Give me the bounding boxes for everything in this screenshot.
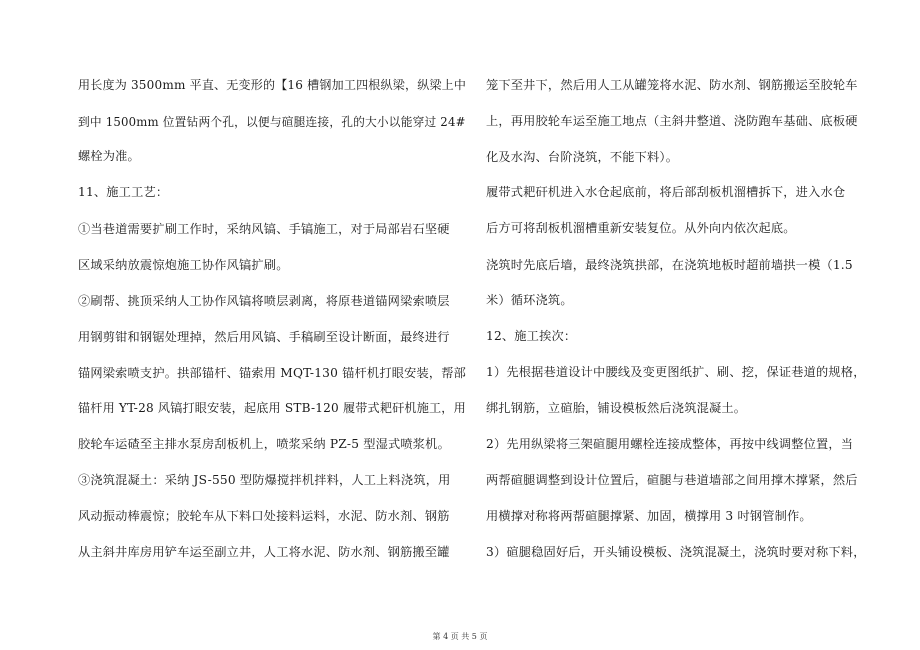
text-line: 用横撑对称将两帮碹腿撑紧、加固，横撑用 3 吋钢管制作。 xyxy=(486,509,812,523)
text-line: 后方可将刮板机溜槽重新安装复位。从外向内依次起底。 xyxy=(486,221,796,235)
section-heading: 12、施工挨次： xyxy=(486,329,577,343)
text-line: 到中 1500mm 位置钻两个孔，以便与碹腿连接，孔的大小以能穿过 24# xyxy=(78,115,466,129)
text-line: ①当巷道需要扩刷工作时，采纳风镐、手镐施工，对于局部岩石坚硬 xyxy=(78,222,450,236)
text-line: 两帮碹腿调整到设计位置后，碹腿与巷道墙部之间用撑木撑紧，然后 xyxy=(486,473,858,487)
text-line: 风动振动棒震惊；胶轮车从下料口处接料运料，水泥、防水剂、钢筋 xyxy=(78,509,450,523)
text-line: 用钢剪钳和钢锯处理掉，然后用风镐、手稿刷至设计断面，最终进行 xyxy=(78,330,450,344)
text-line: 上，再用胶轮车运至施工地点（主斜井整道、浇防跑车基础、底板硬 xyxy=(486,114,858,128)
text-line: ②刷帮、挑顶采纳人工协作风镐将喷层剥离，将原巷道锚网梁索喷层 xyxy=(78,294,450,308)
text-line: 化及水沟、台阶浇筑，不能下料）。 xyxy=(486,150,679,164)
text-line: ③浇筑混凝土：采纳 JS-550 型防爆搅拌机拌料，人工上料浇筑，用 xyxy=(78,473,451,487)
text-line: 履带式耙矸机进入水仓起底前，将后部刮板机溜槽拆下，进入水仓 xyxy=(486,185,846,199)
text-line: 胶轮车运碴至主排水泵房刮板机上，喷浆采纳 PZ-5 型湿式喷浆机。 xyxy=(78,437,450,451)
text-line: 从主斜井库房用铲车运至副立井，人工将水泥、防水剂、钢筋搬至罐 xyxy=(78,545,450,559)
text-line: 2）先用纵梁将三架碹腿用螺栓连接成整体，再按中线调整位置，当 xyxy=(486,437,854,451)
page-footer: 第 4 页 共 5 页 xyxy=(432,632,488,641)
section-heading: 11、施工工艺： xyxy=(78,185,169,199)
text-line: 浇筑时先底后墙，最终浇筑拱部，在浇筑地板时超前墙拱一模（1.5 xyxy=(486,258,853,272)
text-line: 区域采纳放震惊炮施工协作风镐扩刷。 xyxy=(78,258,289,272)
text-line: 锚杆用 YT-28 风镐打眼安装，起底用 STB-120 履带式耙矸机施工，用 xyxy=(78,401,466,415)
text-line: 螺栓为准。 xyxy=(78,149,140,163)
text-line: 锚网梁索喷支护。拱部锚杆、锚索用 MQT-130 锚杆机打眼安装，帮部 xyxy=(78,366,467,380)
text-line: 米）循环浇筑。 xyxy=(486,293,573,307)
text-line: 用长度为 3500mm 平直、无变形的【16 槽钢加工四根纵梁，纵梁上中 xyxy=(78,78,467,92)
text-line: 1）先根据巷道设计中腰线及变更图纸扩、刷、挖，保证巷道的规格， xyxy=(486,365,866,379)
text-line: 绑扎钢筋，立碹胎，铺设模板然后浇筑混凝土。 xyxy=(486,401,747,415)
text-line: 笼下至井下，然后用人工从罐笼将水泥、防水剂、钢筋搬运至胶轮车 xyxy=(486,78,858,92)
text-line: 3）碹腿稳固好后，开头铺设模板、浇筑混凝土，浇筑时要对称下料， xyxy=(486,545,866,559)
